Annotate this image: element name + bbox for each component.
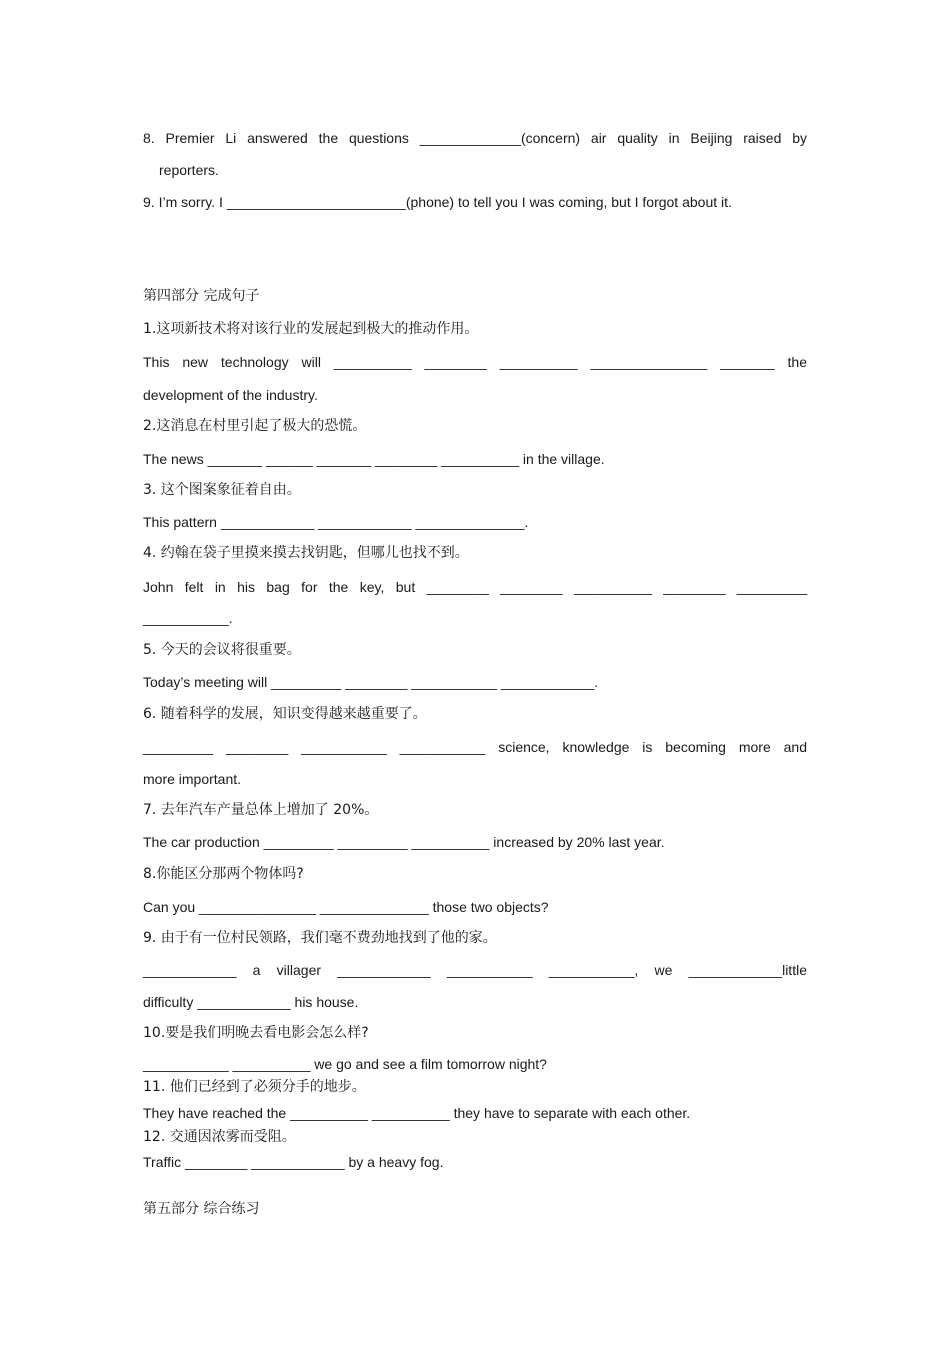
item2-chinese: 2.这消息在村里引起了极大的恐慌。 bbox=[143, 418, 367, 434]
item9-chinese: 9. 由于有一位村民领路，我们毫不费劲地找到了他的家。 bbox=[143, 930, 497, 946]
item3-english: This pattern ____________ ____________ ______________. bbox=[143, 514, 529, 530]
q8-line-1: 8. Premier Li answered the questions _____________(concern) air quality in Beijing raised by bbox=[143, 130, 807, 146]
item5-chinese: 5. 今天的会议将很重要。 bbox=[143, 642, 301, 658]
item6-english-line2: more important. bbox=[143, 771, 242, 787]
q8-line-2: reporters. bbox=[159, 162, 219, 178]
item4-english-line1: John felt in his bag for the key, but ________ ________ __________ ________ _________ bbox=[143, 579, 807, 595]
item11-english: They have reached the __________ __________ they have to separate with each other. bbox=[143, 1105, 691, 1121]
item7-chinese: 7. 去年汽车产量总体上增加了 20%。 bbox=[143, 802, 379, 818]
item5-english: Today’s meeting will _________ ________ ___________ ____________. bbox=[143, 674, 599, 690]
item4-chinese: 4. 约翰在袋子里摸来摸去找钥匙，但哪儿也找不到。 bbox=[143, 545, 469, 561]
item3-chinese: 3. 这个图案象征着自由。 bbox=[143, 482, 301, 498]
item9-english-line1: ____________ a villager ____________ ___________ ___________, we ____________little bbox=[143, 962, 807, 978]
item12-english: Traffic ________ ____________ by a heavy fog. bbox=[143, 1154, 444, 1170]
item1-chinese: 1.这项新技术将对该行业的发展起到极大的推动作用。 bbox=[143, 321, 479, 337]
item10-english: ___________ __________ we go and see a film tomorrow night? bbox=[143, 1056, 547, 1072]
q9-line: 9. I’m sorry. I _______________________(phone) to tell you I was coming, but I forgot about it. bbox=[143, 194, 732, 210]
item1-english-line2: development of the industry. bbox=[143, 387, 318, 403]
item4-english-line2: ___________. bbox=[143, 610, 233, 626]
item9-english-line2: difficulty ____________ his house. bbox=[143, 994, 359, 1010]
part5-heading: 第五部分 综合练习 bbox=[143, 1201, 260, 1217]
item6-english-line1: _________ ________ ___________ ___________ science, knowledge is becoming more and bbox=[143, 739, 807, 755]
item7-english: The car production _________ _________ __________ increased by 20% last year. bbox=[143, 834, 665, 850]
item10-chinese: 10.要是我们明晚去看电影会怎么样? bbox=[143, 1025, 369, 1041]
item6-chinese: 6. 随着科学的发展，知识变得越来越重要了。 bbox=[143, 706, 427, 722]
item11-chinese: 11. 他们已经到了必须分手的地步。 bbox=[143, 1079, 366, 1095]
item8-chinese: 8.你能区分那两个物体吗? bbox=[143, 866, 304, 882]
item2-english: The news _______ ______ _______ ________ __________ in the village. bbox=[143, 451, 605, 467]
item1-english-line1: This new technology will __________ ________ __________ _______________ _______ the bbox=[143, 354, 807, 370]
item12-chinese: 12. 交通因浓雾而受阻。 bbox=[143, 1129, 296, 1145]
item8-english: Can you _______________ ______________ those two objects? bbox=[143, 899, 549, 915]
part4-heading: 第四部分 完成句子 bbox=[143, 288, 260, 304]
